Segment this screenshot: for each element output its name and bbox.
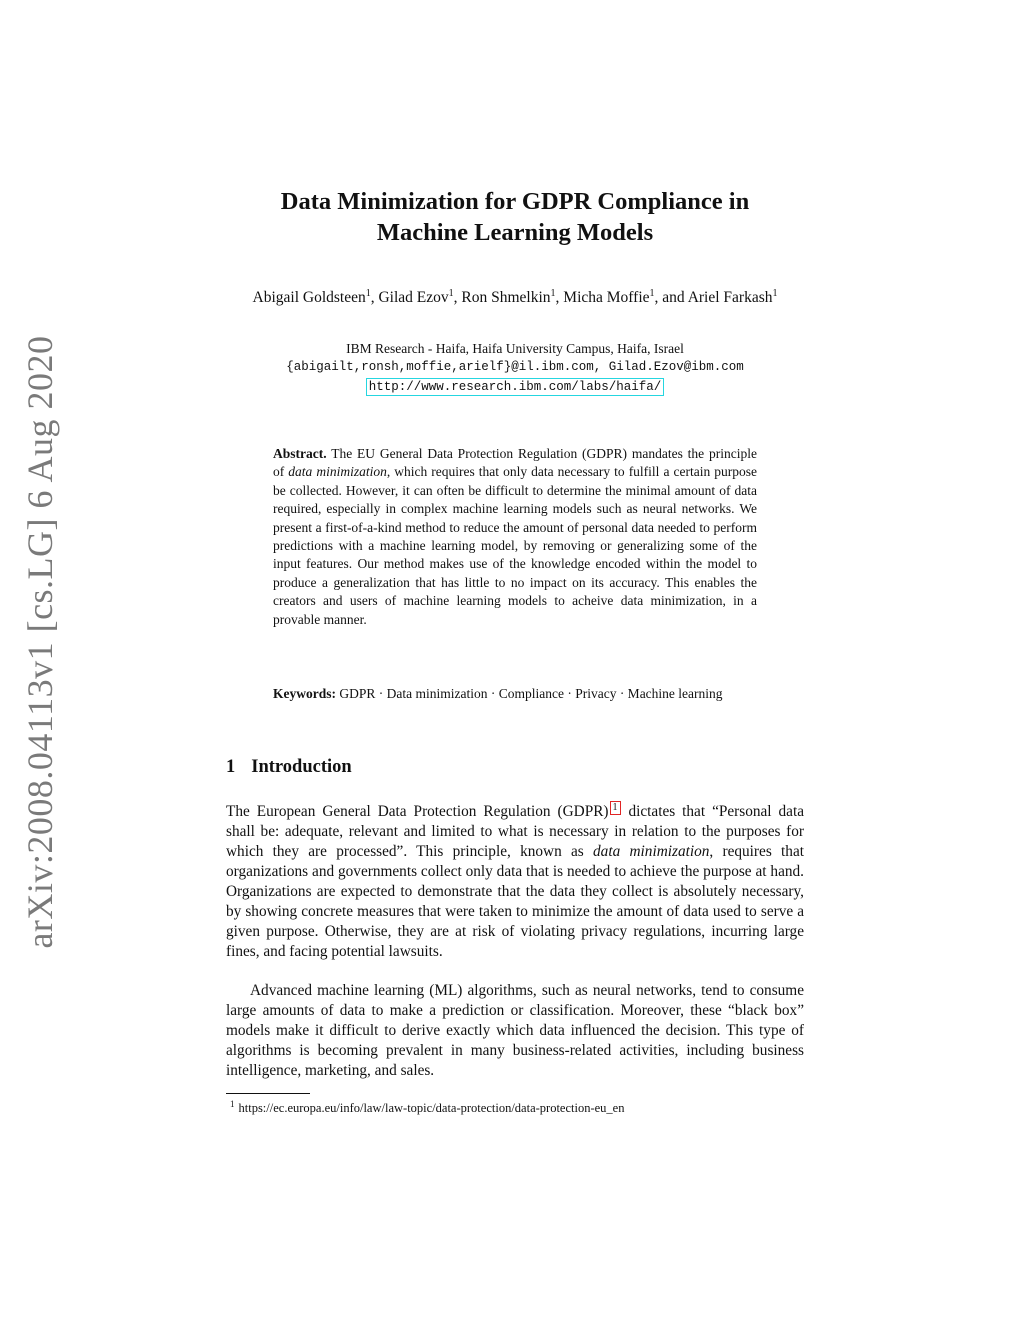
paragraph-text: , requires that organizations and governments collect only data that is needed to achieve the purpose at hand. Organizations are expected to demonstrate that the data they collect is absolutely necessary, by showing concrete measures that were taken to minimize the amount of data used to serve a given purpose. Otherwise, they are at risk of violating privacy regulations, incurring large fines, and facing potential lawsuits. bbox=[226, 843, 804, 960]
keywords-label: Keywords: bbox=[273, 686, 336, 701]
institution: IBM Research - Haifa, Haifa University Campus, Haifa, Israel bbox=[346, 341, 684, 356]
affiliation-block bbox=[236, 340, 794, 396]
author-affil-mark: 1 bbox=[448, 288, 454, 299]
title-line-1: Data Minimization for GDPR Compliance in bbox=[280, 188, 750, 215]
footnote-number: 1 bbox=[230, 1099, 235, 1109]
author-separator: , and bbox=[654, 289, 688, 307]
abstract-text: The EU General Data Protection Regulation (GDPR) mandates the principle of bbox=[273, 446, 757, 480]
author-list bbox=[236, 284, 794, 308]
author-affil-mark: 1 bbox=[649, 288, 655, 299]
paragraph-text: The European General Data Protection Regulation (GDPR) bbox=[226, 803, 609, 820]
author: Ron Shmelkin bbox=[461, 289, 551, 307]
keywords bbox=[273, 685, 757, 703]
footnote bbox=[230, 1096, 808, 1116]
author-separator: , bbox=[370, 289, 379, 307]
author-affil-mark: 1 bbox=[772, 288, 778, 299]
abstract-text-continued: , which requires that only data necessary to fulfill a certain purpose be collected. However, it can often be difficult to determine the minimal amount of data required, especially in complex machine learning models such as neural networks. We present a first-of-a-kind method to reduce the amount of personal data needed to perform predictions with a machine learning model, by removing or generalizing some of the input features. Our method makes use of the knowledge encoded within the model to produce a generalization that has little to no impact on its accuracy. This enables the creators and users of machine learning models to acheive data minimization, in a provable manner. bbox=[273, 464, 758, 627]
footnote-link[interactable]: 1 bbox=[610, 801, 621, 815]
author-separator: , bbox=[453, 289, 462, 307]
footnote-url[interactable]: https://ec.europa.eu/info/law/law-topic/data-protection/data-protection-eu_en bbox=[238, 1101, 625, 1116]
author: Abigail Goldsteen bbox=[252, 289, 366, 307]
section-heading bbox=[226, 757, 352, 778]
abstract-emphasis: data minimization bbox=[288, 464, 387, 480]
paragraph-text: dictates that “Personal data shall be: adequate, relevant and limited to what is necessary in relation to the purposes for which they are processed”. This principle, known as bbox=[226, 803, 804, 860]
section-title: Introduction bbox=[251, 757, 352, 777]
section-number: 1 bbox=[226, 757, 236, 777]
paragraph-emphasis: data minimization bbox=[593, 843, 710, 860]
keywords-text: GDPR · Data minimization · Compliance · Privacy · Machine learning bbox=[339, 686, 723, 701]
author: Gilad Ezov bbox=[378, 289, 449, 307]
intro-paragraph-1 bbox=[226, 801, 804, 962]
footnote-divider bbox=[226, 1093, 310, 1094]
email-list: {abigailt,ronsh,moffie,arielf}@il.ibm.com, Gilad.Ezov@ibm.com bbox=[286, 360, 744, 374]
intro-paragraph-2: Advanced machine learning (ML) algorithms, such as neural networks, tend to consume large amounts of data to make a prediction or classification. Moreover, these “black box” models make it difficult to derive exactly which data influenced the decision. This type of algorithms is becoming prevalent in many business-related activities, including business intelligence, marketing, and sales. bbox=[226, 982, 804, 1079]
author-affil-mark: 1 bbox=[550, 288, 556, 299]
author-separator: , bbox=[555, 289, 564, 307]
author: Ariel Farkash bbox=[687, 289, 773, 307]
title-line-2: Machine Learning Models bbox=[376, 219, 654, 246]
paper-title bbox=[226, 186, 804, 248]
abstract-label: Abstract. bbox=[273, 446, 327, 461]
author: Micha Moffie bbox=[563, 289, 650, 307]
author-affil-mark: 1 bbox=[365, 288, 371, 299]
arxiv-identifier: arXiv:2008.04113v1 [cs.LG] 6 Aug 2020 bbox=[20, 335, 60, 949]
lab-url-link[interactable]: http://www.research.ibm.com/labs/haifa/ bbox=[366, 378, 665, 396]
abstract bbox=[273, 445, 757, 629]
